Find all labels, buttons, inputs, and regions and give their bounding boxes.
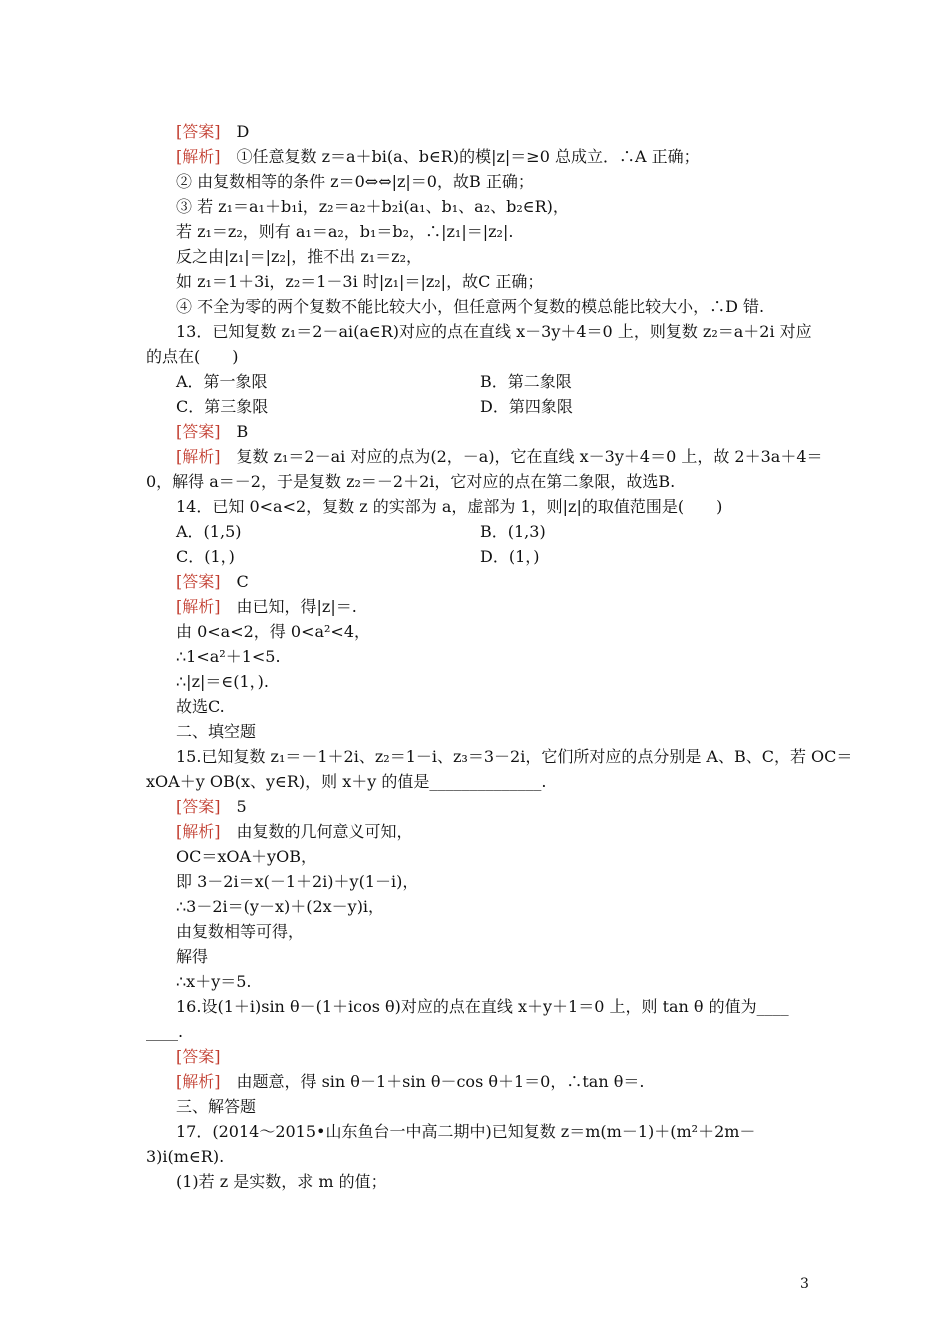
line-text: OC＝xOA＋yOB， (176, 847, 317, 866)
text-line (176, 545, 235, 569)
line-text: ∴3－2i＝(y－x)＋(2x－y)i， (176, 897, 385, 916)
line-text: 14．已知 0<a<2，复数 z 的实部为 a，虚部为 1，则|z|的取值范围是( ) (176, 497, 723, 516)
text-line (176, 1120, 755, 1144)
text-line (176, 420, 248, 444)
line-text: ③ 若 z₁＝a₁＋b₁i，z₂＝a₂＋b₂i(a₁、b₁、a₂、b₂∈R)， (176, 197, 569, 216)
line-text: 的点在( ) (146, 347, 239, 366)
text-line (176, 945, 208, 969)
analysis-label: [解析] (176, 597, 221, 616)
line-text: C．(1，) (176, 547, 235, 566)
line-text: ② 由复数相等的条件 z＝0⇔⇔|z|＝0，故B 正确； (176, 172, 534, 191)
line-text: 复数 z₁＝2－ai 对应的点为(2，－a)，它在直线 x－3y＋4＝0 上，故 2＋3a＋4＝ (220, 447, 823, 466)
line-text: 反之由|z₁|＝|z₂|，推不出 z₁＝z₂， (176, 247, 423, 266)
analysis-label: [解析] (176, 147, 221, 166)
line-text: (1)若 z 是实数，求 m 的值； (176, 1172, 387, 1191)
line-text: 5 (220, 797, 247, 816)
line-text: 即 3－2i＝x(－1＋2i)＋y(1－i)， (176, 872, 419, 891)
line-text: C (220, 572, 249, 591)
line-text: D (220, 122, 250, 141)
line-text: 由复数相等可得， (176, 922, 305, 941)
text-line (176, 995, 789, 1019)
text-line (176, 1095, 256, 1119)
line-text: A．(1,5) (176, 522, 242, 541)
text-line (146, 345, 239, 369)
analysis-label: [解析] (176, 822, 221, 841)
page-number: 3 (800, 1276, 809, 1292)
text-line (176, 295, 764, 319)
line-text: 若 z₁＝z₂，则有 a₁＝a₂，b₁＝b₂，∴|z₁|＝|z₂|. (176, 222, 514, 241)
line-text: 由复数的几何意义可知， (220, 822, 413, 841)
line-text: B (220, 422, 249, 441)
line-text: 解得 (176, 947, 209, 966)
text-line (176, 1045, 221, 1069)
text-line (176, 595, 357, 619)
line-text: ④ 不全为零的两个复数不能比较大小，但任意两个复数的模总能比较大小，∴D 错. (176, 297, 765, 316)
line-text: C．第三象限 (176, 397, 269, 416)
line-text: xOA＋y OB(x、y∈R)，则 x＋y 的值是______________. (146, 772, 547, 791)
text-line (176, 520, 242, 544)
text-line (480, 395, 573, 419)
text-line (176, 820, 413, 844)
line-text: 由 0<a<2，得 0<a²<4， (176, 622, 371, 641)
line-text: 13．已知复数 z₁＝2－ai(a∈R)对应的点在直线 x－3y＋4＝0 上，则复数 z₂＝a＋2i 对应 (176, 322, 812, 341)
text-line (176, 245, 422, 269)
text-line (176, 145, 700, 169)
answer-label: [答案] (176, 797, 221, 816)
line-text: 3)i(m∈R). (146, 1147, 225, 1166)
line-text: D．第四象限 (480, 397, 573, 416)
text-line (176, 920, 304, 944)
line-text: ①任意复数 z＝a＋bi(a、b∈R)的模|z|＝≥0 总成立．∴A 正确； (220, 147, 700, 166)
line-text: ∴x＋y＝5. (176, 972, 252, 991)
text-line (176, 745, 852, 769)
text-line (176, 620, 370, 644)
text-line (176, 395, 268, 419)
line-text: 故选C. (176, 697, 225, 716)
text-line (176, 870, 418, 894)
text-line (176, 320, 812, 344)
line-text: ____. (146, 1022, 184, 1041)
text-line (176, 495, 722, 519)
line-text: 16.设(1＋i)sin θ－(1＋icos θ)对应的点在直线 x＋y＋1＝0 上，则 tan θ 的值为____ (176, 997, 789, 1016)
text-line (176, 670, 269, 694)
analysis-label: [解析] (176, 447, 221, 466)
text-line (176, 270, 543, 294)
line-text: ∴1<a²＋1<5. (176, 647, 281, 666)
text-line (176, 895, 384, 919)
line-text: 如 z₁＝1＋3i，z₂＝1－3i 时|z₁|＝|z₂|，故C 正确； (176, 272, 544, 291)
text-line (176, 795, 247, 819)
text-line (480, 370, 572, 394)
answer-label: [答案] (176, 1047, 221, 1066)
text-line (146, 1145, 224, 1169)
line-text: 17．(2014～2015•山东鱼台一中高二期中)已知复数 z＝m(m－1)＋(m²＋2m－ (176, 1122, 756, 1141)
text-line (176, 720, 256, 744)
answer-label: [答案] (176, 572, 221, 591)
line-text: B．第二象限 (480, 372, 572, 391)
text-line (176, 195, 569, 219)
line-text: A．第一象限 (176, 372, 268, 391)
text-line (146, 770, 546, 794)
line-text: 三、解答题 (176, 1097, 257, 1116)
answer-label: [答案] (176, 422, 221, 441)
text-line (176, 570, 249, 594)
line-text: D．(1，) (480, 547, 540, 566)
text-line (176, 370, 268, 394)
text-line (146, 470, 675, 494)
text-line (176, 220, 513, 244)
text-line (176, 845, 317, 869)
analysis-label: [解析] (176, 1072, 221, 1091)
text-line (176, 695, 225, 719)
text-line (176, 645, 281, 669)
text-line (176, 1170, 387, 1194)
text-line (176, 1070, 644, 1094)
line-text: 二、填空题 (176, 722, 257, 741)
line-text: 由已知，得|z|＝. (220, 597, 357, 616)
line-text: 由题意，得 sin θ－1＋sin θ－cos θ＋1＝0，∴tan θ＝. (220, 1072, 645, 1091)
line-text: 15.已知复数 z₁＝－1＋2i、z₂＝1－i、z₃＝3－2i，它们所对应的点分别是 A、B、C，若 OC＝ (176, 747, 853, 766)
line-text: B．(1,3) (480, 522, 546, 541)
text-line (176, 120, 249, 144)
line-text: 0，解得 a＝－2，于是复数 z₂＝－2＋2i，它对应的点在第二象限，故选B. (146, 472, 676, 491)
answer-label: [答案] (176, 122, 221, 141)
text-line (480, 520, 546, 544)
text-line (146, 1020, 183, 1044)
text-line (480, 545, 540, 569)
text-line (176, 970, 252, 994)
text-line (176, 445, 823, 469)
text-line (176, 170, 534, 194)
line-text: ∴|z|＝∈(1，). (176, 672, 269, 691)
